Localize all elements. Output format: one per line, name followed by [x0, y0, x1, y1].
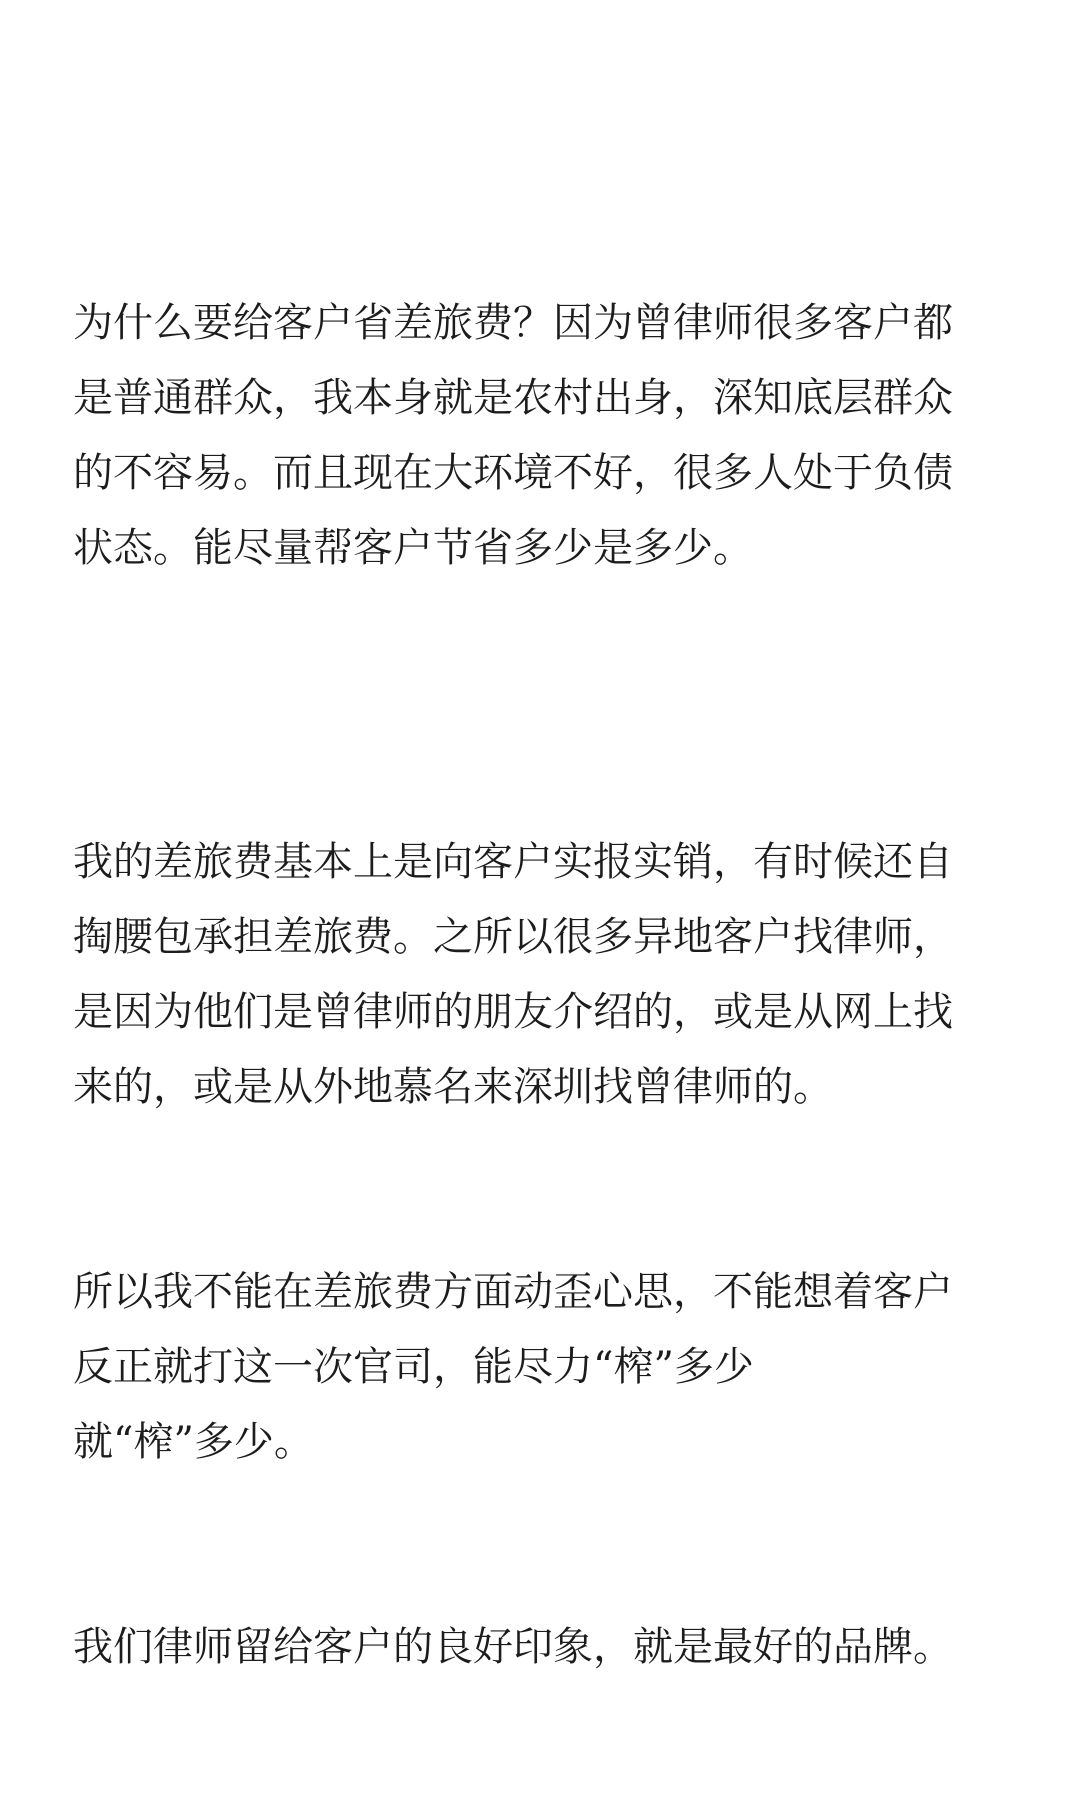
- text-line: 掏腰包承担差旅费。之所以很多异地客户找律师，: [73, 914, 953, 960]
- text-line: 为什么要给客户省差旅费？因为曾律师很多客户都: [73, 300, 953, 346]
- text-line: 我们律师留给客户的良好印象，就是最好的品牌。: [73, 1624, 953, 1670]
- text-line: 的不容易。而且现在大环境不好，很多人处于负债: [73, 450, 953, 496]
- paragraph-reimbursement: [73, 825, 1003, 1125]
- text-line: 所以我不能在差旅费方面动歪心思，不能想着客户: [73, 1269, 953, 1315]
- text-line: 就“榨”多少。: [73, 1419, 314, 1465]
- paragraph-travel-expense-reason: [73, 286, 1003, 586]
- text-line: 反正就打这一次官司，能尽力“榨”多少: [73, 1344, 754, 1390]
- text-line: 我的差旅费基本上是向客户实报实销，有时候还自: [73, 839, 953, 885]
- text-line: 是因为他们是曾律师的朋友介绍的，或是从网上找: [73, 989, 953, 1035]
- text-line: 状态。能尽量帮客户节省多少是多少。: [73, 525, 753, 571]
- paragraph-no-exploitation: [73, 1255, 1003, 1480]
- text-line: 来的，或是从外地慕名来深圳找曾律师的。: [73, 1064, 833, 1110]
- text-line: 是普通群众，我本身就是农村出身，深知底层群众: [73, 375, 953, 421]
- paragraph-brand-impression: [73, 1610, 1003, 1685]
